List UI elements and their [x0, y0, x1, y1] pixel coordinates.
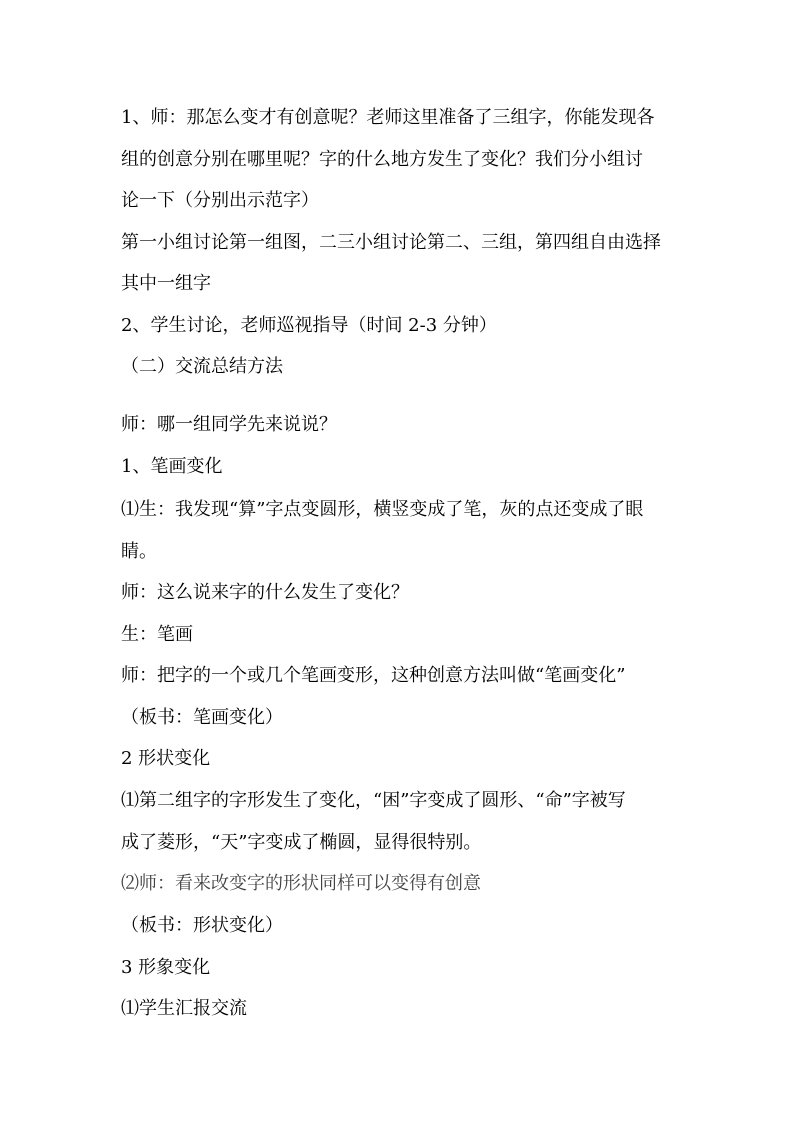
- paragraph-line: 2、学生讨论，老师巡视指导（时间 2-3 分钟）: [121, 315, 497, 336]
- paragraph-line: ⑵师：看来改变字的形状同样可以变得有创意: [121, 873, 481, 894]
- paragraph-line: 师：哪一组同学先来说说？: [121, 414, 337, 435]
- paragraph-line: ⑴学生汇报交流: [121, 998, 247, 1019]
- subsection-heading: 1、笔画变化: [121, 456, 223, 477]
- paragraph-line: 1、师：那怎么变才有创意呢？老师这里准备了三组字，你能发现各: [121, 107, 655, 128]
- subsection-heading: 2 形状变化: [121, 748, 211, 769]
- paragraph-line: 第一小组讨论第一组图，二三小组讨论第二、三组，第四组自由选择: [121, 232, 661, 253]
- paragraph-line: 师：这么说来字的什么发生了变化？: [121, 582, 409, 603]
- paragraph-line: ⑴第二组字的字形发生了变化，“困”字变成了圆形、“命”字被写: [121, 790, 626, 811]
- paragraph-line: 其中一组字: [121, 273, 211, 294]
- paragraph-line: 论一下（分别出示范字）: [121, 190, 319, 211]
- paragraph-line: 睛。: [121, 541, 157, 562]
- paragraph-line: 组的创意分别在哪里呢？字的什么地方发生了变化？我们分小组讨: [121, 149, 643, 170]
- paragraph-line: 师：把字的一个或几个笔画变形，这种创意方法叫做“笔画变化”: [121, 665, 626, 686]
- paragraph-line: 成了菱形，“天”字变成了椭圆，显得很特别。: [121, 832, 482, 853]
- subsection-heading: 3 形象变化: [121, 957, 211, 978]
- paragraph-line: （板书：形状变化）: [121, 915, 283, 936]
- section-heading: （二）交流总结方法: [121, 356, 283, 377]
- paragraph-line: ⑴生：我发现“算”字点变圆形，横竖变成了笔，灰的点还变成了眼: [121, 499, 644, 520]
- paragraph-line: （板书：笔画变化）: [121, 707, 283, 728]
- paragraph-line: 生：笔画: [121, 624, 193, 645]
